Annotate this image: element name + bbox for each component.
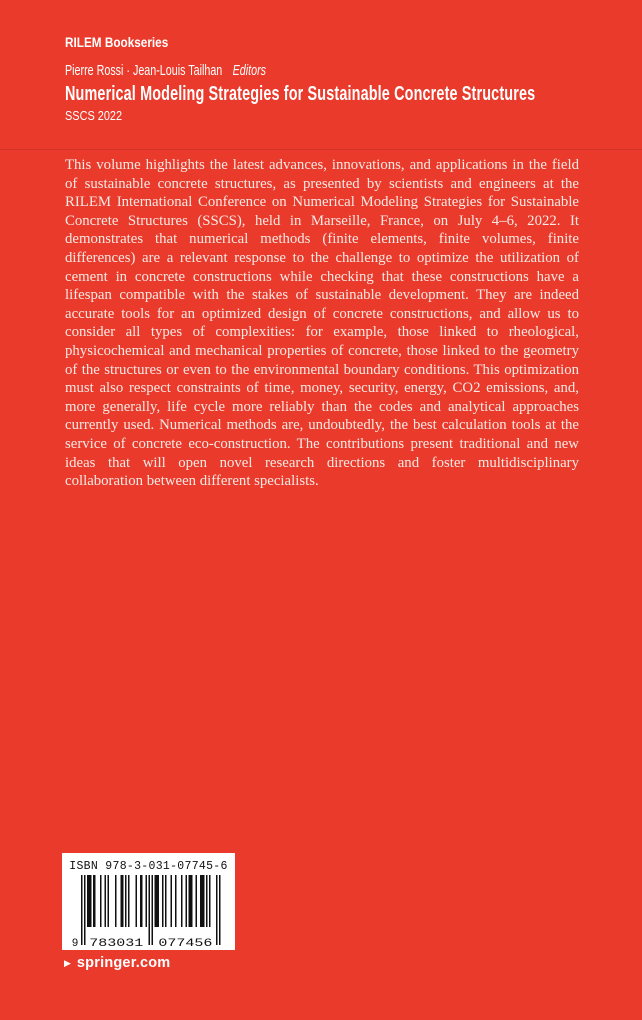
book-description: This volume highlights the latest advances, innovations, and applications in the field of sustainable concrete structures, as presented by scientists and engineers at the RILEM International Conference on Numerical Modeling Strategies for Sustainable Concrete Structures (SSCS), held in Marseille, France, on July 4–6, 2022. It demonstrates that numerical methods (finite elements, finite volumes, finite differences) are a relevant response to the challenge to optimize the utilization of cement in concrete constructions while checking that these constructions have a lifespan compatible with the stakes of sustainable development. They are indeed accurate tools for an optimized design of concrete constructions, and allow us to consider all types of complexities: for example, those linked to rheological, physicochemical and mechanical properties of concrete, those linked to the geometry of the structures or even to the environmental boundary conditions. This optimization must also respect constraints of time, money, security, energy, CO2 emissions, and, more generally, life cycle more reliably than the codes and analytical approaches currently used. Numerical methods are, undoubtedly, the best calculation tools at the service of concrete eco-construction. The contributions present traditional and new ideas that will open novel research directions and foster multidisciplinary collaboration between different specialists. (65, 157, 579, 490)
publisher-footer (64, 955, 170, 971)
series-name: RILEM Bookseries (65, 34, 169, 50)
publisher-website: springer.com (76, 955, 171, 971)
authors-line (65, 63, 266, 79)
book-title: Numerical Modeling Strategies for Sustainable Concrete Structures (65, 83, 536, 105)
divider-line (0, 149, 642, 150)
book-subtitle: SSCS 2022 (65, 108, 123, 123)
isbn-label: ISBN 978-3-031-07745-6 (69, 860, 228, 873)
svg-text:783031: 783031 (88, 938, 144, 949)
ean-barcode-icon (62, 875, 235, 949)
arrow-icon: ▶ (64, 957, 71, 968)
svg-text:077456: 077456 (157, 938, 212, 949)
editors-label: Editors (232, 63, 267, 79)
isbn-barcode-box (62, 853, 235, 950)
editor-names: Pierre Rossi · Jean-Louis Tailhan (65, 63, 223, 79)
svg-text:9: 9 (71, 938, 78, 949)
